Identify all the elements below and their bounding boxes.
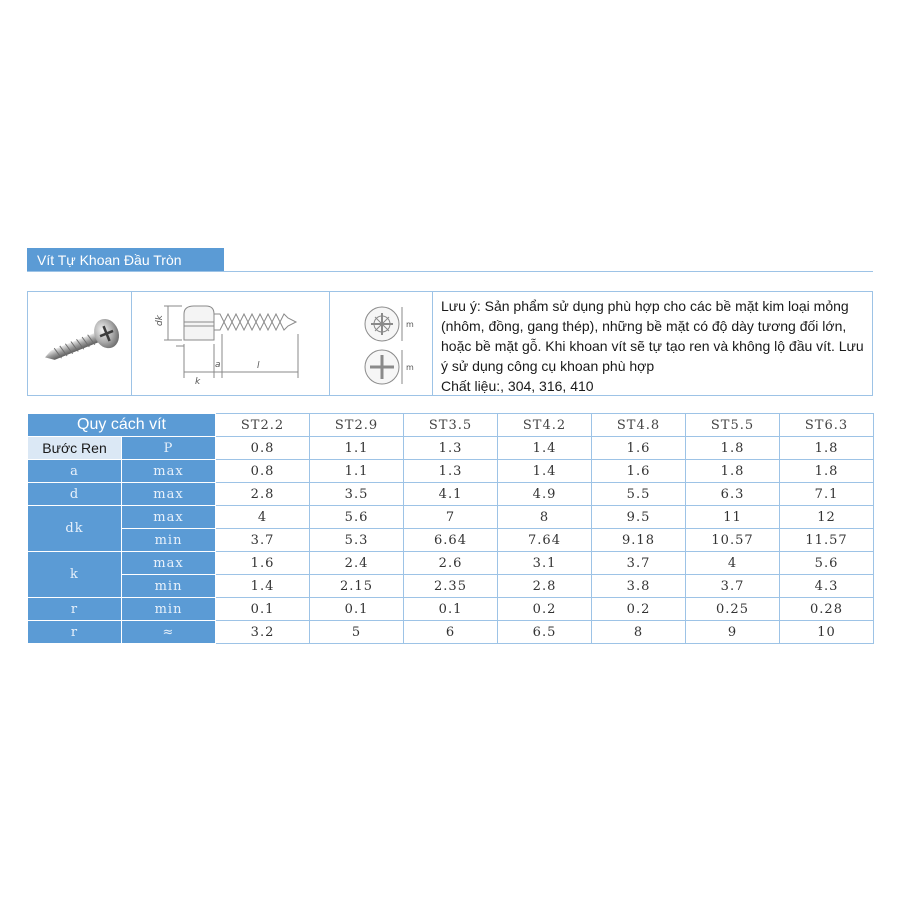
size-header: ST2.2 <box>216 414 310 437</box>
table-cell: 6 <box>404 621 498 644</box>
table-cell: 0.1 <box>404 598 498 621</box>
row-sub: max <box>122 483 216 506</box>
row-param: dk <box>28 506 122 552</box>
table-cell: 2.8 <box>498 575 592 598</box>
table-row <box>28 621 874 644</box>
table-cell: 3.5 <box>310 483 404 506</box>
table-cell: 4 <box>686 552 780 575</box>
row-param: Bước Ren <box>28 437 122 460</box>
size-header: ST2.9 <box>310 414 404 437</box>
row-param: a <box>28 460 122 483</box>
table-cell: 0.25 <box>686 598 780 621</box>
table-cell: 9 <box>686 621 780 644</box>
table-cell: 0.8 <box>216 437 310 460</box>
table-cell: 1.4 <box>216 575 310 598</box>
size-header: ST4.8 <box>592 414 686 437</box>
table-cell: 0.28 <box>780 598 874 621</box>
table-cell: 1.8 <box>780 437 874 460</box>
table-row <box>28 598 874 621</box>
table-cell: 1.1 <box>310 437 404 460</box>
row-param: r <box>28 621 122 644</box>
table-cell: 1.8 <box>686 437 780 460</box>
label-m-top: m <box>406 320 414 329</box>
table-cell: 3.8 <box>592 575 686 598</box>
table-row <box>28 552 874 575</box>
page-title: Vít Tự Khoan Đầu Tròn <box>27 248 224 272</box>
table-row <box>28 575 874 598</box>
table-cell: 3.1 <box>498 552 592 575</box>
size-header: ST6.3 <box>780 414 874 437</box>
screw-head-diagram-cell <box>330 292 433 395</box>
table-cell: 4.3 <box>780 575 874 598</box>
table-cell: 2.4 <box>310 552 404 575</box>
table-cell: 1.6 <box>592 437 686 460</box>
size-header: ST3.5 <box>404 414 498 437</box>
table-cell: 3.7 <box>686 575 780 598</box>
info-panel <box>27 291 873 396</box>
spec-header-label: Quy cách vít <box>28 414 216 437</box>
table-cell: 3.7 <box>216 529 310 552</box>
label-a: a <box>215 360 221 370</box>
table-cell: 5.3 <box>310 529 404 552</box>
title-divider <box>27 271 873 272</box>
table-row <box>28 460 874 483</box>
table-cell: 1.6 <box>216 552 310 575</box>
spec-table <box>27 413 874 644</box>
table-cell: 5 <box>310 621 404 644</box>
table-cell: 7.1 <box>780 483 874 506</box>
table-cell: 7 <box>404 506 498 529</box>
table-cell: 6.3 <box>686 483 780 506</box>
screw-photo-image <box>28 292 132 395</box>
label-k: k <box>195 377 201 387</box>
table-cell: 1.3 <box>404 460 498 483</box>
table-cell: 3.2 <box>216 621 310 644</box>
table-cell: 1.1 <box>310 460 404 483</box>
table-cell: 0.1 <box>310 598 404 621</box>
table-cell: 2.6 <box>404 552 498 575</box>
table-cell: 12 <box>780 506 874 529</box>
table-cell: 6.64 <box>404 529 498 552</box>
table-cell: 5.5 <box>592 483 686 506</box>
size-header: ST4.2 <box>498 414 592 437</box>
table-cell: 1.3 <box>404 437 498 460</box>
size-header: ST5.5 <box>686 414 780 437</box>
row-sub: min <box>122 575 216 598</box>
table-cell: 0.2 <box>592 598 686 621</box>
table-cell: 2.8 <box>216 483 310 506</box>
label-dk: dk <box>155 315 165 326</box>
table-cell: 1.4 <box>498 437 592 460</box>
table-cell: 4 <box>216 506 310 529</box>
label-m-bottom: m <box>406 363 414 372</box>
table-cell: 7.64 <box>498 529 592 552</box>
screw-head-diagram <box>330 292 433 395</box>
table-row <box>28 506 874 529</box>
table-cell: 2.35 <box>404 575 498 598</box>
table-cell: 9.18 <box>592 529 686 552</box>
table-cell: 1.8 <box>686 460 780 483</box>
screw-side-diagram-cell <box>132 292 330 395</box>
table-header-row <box>28 414 874 437</box>
table-cell: 4.1 <box>404 483 498 506</box>
row-sub: max <box>122 552 216 575</box>
table-cell: 11 <box>686 506 780 529</box>
table-cell: 0.2 <box>498 598 592 621</box>
table-cell: 0.8 <box>216 460 310 483</box>
table-cell: 5.6 <box>310 506 404 529</box>
table-cell: 1.6 <box>592 460 686 483</box>
row-param: k <box>28 552 122 598</box>
table-cell: 8 <box>498 506 592 529</box>
table-cell: 1.8 <box>780 460 874 483</box>
table-cell: 0.1 <box>216 598 310 621</box>
row-param: r <box>28 598 122 621</box>
row-sub: ≈ <box>122 621 216 644</box>
screw-side-diagram <box>132 292 330 395</box>
table-cell: 9.5 <box>592 506 686 529</box>
row-sub: P <box>122 437 216 460</box>
row-sub: min <box>122 529 216 552</box>
row-param: d <box>28 483 122 506</box>
table-cell: 3.7 <box>592 552 686 575</box>
row-sub: max <box>122 460 216 483</box>
material-text: Chất liệu:, 304, 316, 410 <box>441 378 594 394</box>
usage-note <box>441 296 871 396</box>
label-l: l <box>257 361 260 371</box>
table-row <box>28 529 874 552</box>
table-cell: 8 <box>592 621 686 644</box>
row-sub: min <box>122 598 216 621</box>
table-cell: 10.57 <box>686 529 780 552</box>
screw-photo-cell <box>28 292 132 395</box>
table-row <box>28 437 874 460</box>
row-sub: max <box>122 506 216 529</box>
table-cell: 2.15 <box>310 575 404 598</box>
usage-note-text: Lưu ý: Sản phẩm sử dụng phù hợp cho các bề mặt kim loại mỏng (nhôm, đồng, gang thép), những bề mặt có độ dày tương đối lớn, hoặc bề mặt gỗ. Khi khoan vít sẽ tự tạo ren và không lộ đầu vít. Lưu ý sử dụng công cụ khoan phù hợp <box>441 298 864 374</box>
table-cell: 11.57 <box>780 529 874 552</box>
table-cell: 6.5 <box>498 621 592 644</box>
table-cell: 4.9 <box>498 483 592 506</box>
table-cell: 1.4 <box>498 460 592 483</box>
table-cell: 10 <box>780 621 874 644</box>
table-row <box>28 483 874 506</box>
table-cell: 5.6 <box>780 552 874 575</box>
